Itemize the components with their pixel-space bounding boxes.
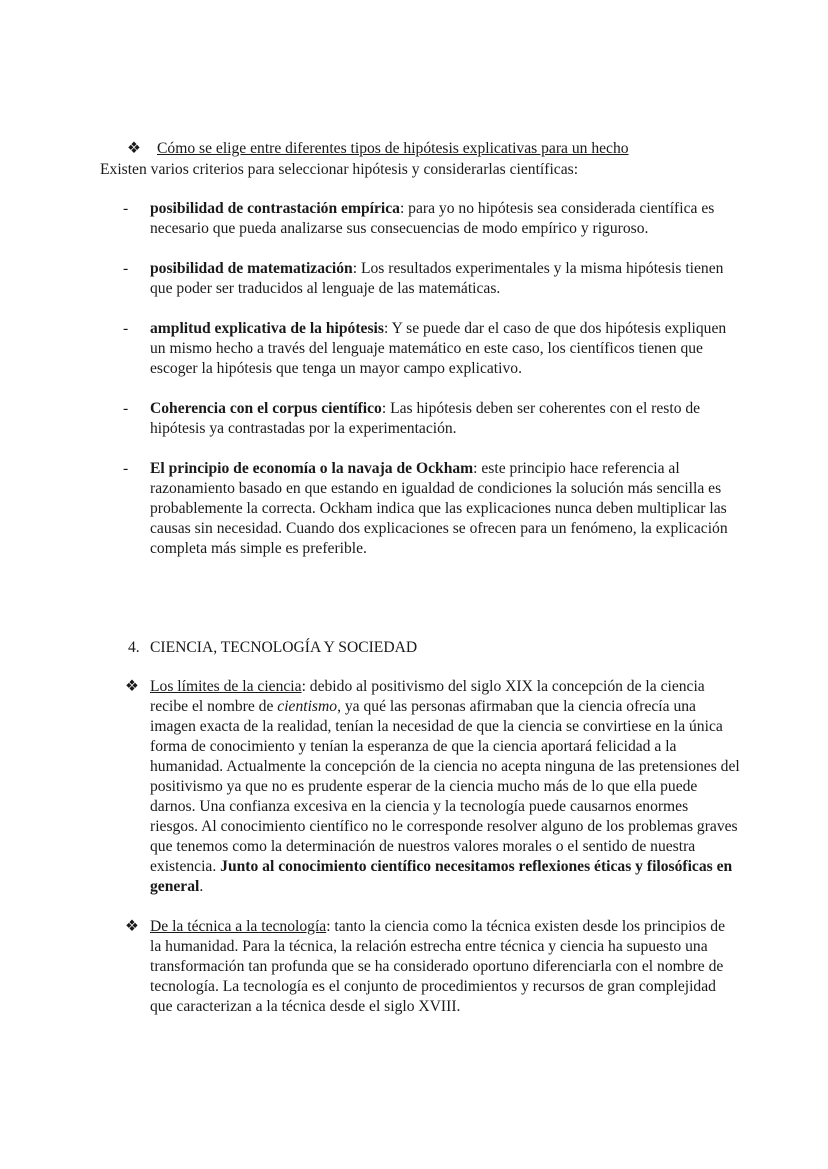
criterion-item — [100, 459, 740, 559]
criterion-body: : Las hipótesis deben ser coherentes con el resto de hipótesis ya contrastadas por la experimentación. — [150, 400, 701, 437]
dash-marker: - — [123, 320, 129, 337]
dash-marker: - — [123, 460, 129, 477]
criterion-title: amplitud explicativa de la hipótesis — [150, 320, 384, 337]
bullet-body-part2: , ya qué las personas afirmaban que la ciencia ofrecía una imagen exacta de la realidad, tenían la necesidad de que la ciencia se convirtiese en la única forma de conocimiento y tenían la esperanza de que la ciencia aportará felicidad a la humanidad. Actualmente la concepción de la ciencia no acepta ninguna de las pretensiones del positivismo ya que no es prudente esperar de la ciencia mucho más de lo que ella puede darnos. Una confianza excesiva en la ciencia y la tecnología puede causarnos enormes riesgos. Al conocimiento científico no le corresponde resolver alguno de los problemas graves que tenemos como la determinación de nuestros valores morales o el sentido de nuestra existencia. — [150, 698, 740, 875]
bullet-limites-ciencia — [100, 677, 740, 897]
bullet-italic-term: cientismo — [277, 698, 338, 715]
bullet-bold-conclusion: Junto al conocimiento científico necesitamos reflexiones éticas y filosóficas en general — [150, 858, 733, 895]
criteria-list — [100, 199, 740, 579]
diamond-bullet-icon: ❖ — [127, 140, 141, 157]
criterion-title: Coherencia con el corpus científico — [150, 400, 382, 417]
dash-marker: - — [123, 260, 129, 277]
bullet-body-part1: : debido al positivismo del siglo XIX la concepción de la ciencia recibe el nombre de — [150, 678, 705, 715]
criterion-title: El principio de economía o la navaja de Ockham — [150, 460, 474, 477]
diamond-bullet-icon: ❖ — [125, 918, 139, 935]
intro-paragraph: Existen varios criterios para seleccionar hipótesis y considerarlas científicas: — [100, 161, 579, 178]
criterion-item — [100, 399, 740, 439]
criterion-body: : Y se puede dar el caso de que dos hipótesis expliquen un mismo hecho a través del lenguaje matemático en este caso, los científicos tienen que escoger la hipótesis que tenga un mayor campo explicativo. — [150, 320, 727, 377]
diamond-bullet-icon: ❖ — [125, 678, 139, 695]
bullet-body: : tanto la ciencia como la técnica existen desde los principios de la humanidad. Para la técnica, la relación estrecha entre técnica y ciencia ha supuesto una transformación tan profunda que se ha considerado oportuno diferenciarla con el nombre de tecnología. La tecnología es el conjunto de procedimientos y recursos de gran complejidad que caracterizan a la técnica desde el siglo XVIII. — [150, 918, 726, 1015]
bullet-list — [100, 677, 740, 1037]
bullet-body-end: . — [199, 878, 204, 895]
heading-text: Cómo se elige entre diferentes tipos de hipótesis explicativas para un hecho — [157, 140, 629, 157]
section-number: 4. — [128, 639, 140, 656]
section-heading — [100, 139, 740, 159]
criterion-title: posibilidad de matematización — [150, 260, 353, 277]
section-4-heading — [128, 638, 728, 658]
section-title: CIENCIA, TECNOLOGÍA Y SOCIEDAD — [150, 639, 418, 656]
dash-marker: - — [123, 200, 129, 217]
bullet-title: De la técnica a la tecnología — [150, 918, 327, 935]
criterion-body: : este principio hace referencia al razonamiento basado en que estando en igualdad de condiciones la solución más sencilla es probablemente la correcta. Ockham indica que las explicaciones nunca deben multiplicar las causas sin necesidad. Cuando dos explicaciones se ofrecen para un fenómeno, la explicación completa más simple es preferible. — [150, 460, 728, 557]
criterion-title: posibilidad de contrastación empírica — [150, 200, 400, 217]
bullet-tecnica-tecnologia — [100, 917, 740, 1017]
dash-marker: - — [123, 400, 129, 417]
criterion-body: : para yo no hipótesis sea considerada científica es necesario que pueda analizarse sus consecuencias de modo empírico y riguroso. — [150, 200, 715, 237]
criterion-item — [100, 199, 740, 239]
criterion-item — [100, 259, 740, 299]
criterion-body: : Los resultados experimentales y la misma hipótesis tienen que poder ser traducidos al lenguaje de las matemáticas. — [150, 260, 724, 297]
bullet-title: Los límites de la ciencia — [150, 678, 302, 695]
criterion-item — [100, 319, 740, 379]
